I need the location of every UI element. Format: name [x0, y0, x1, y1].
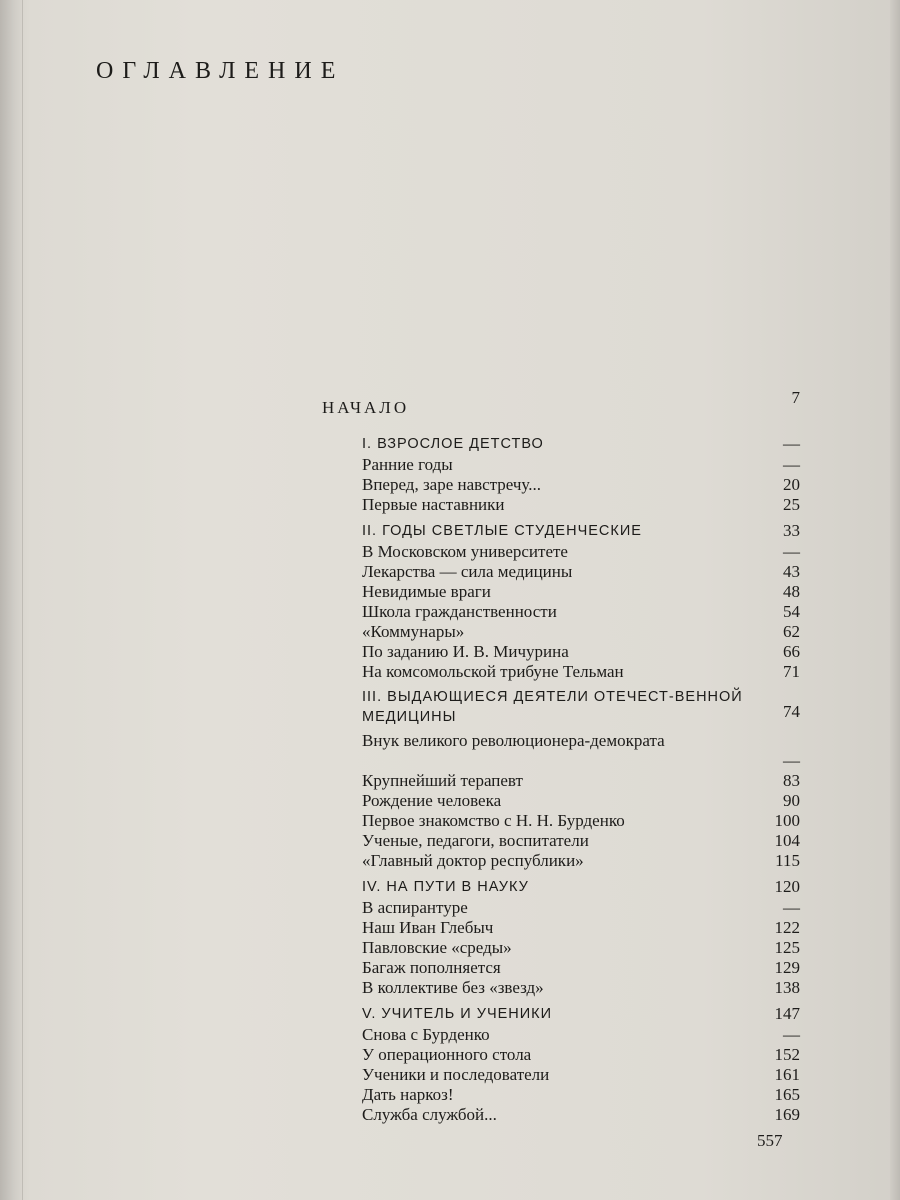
toc-item-row: [320, 938, 800, 958]
toc-entry-title: Рождение человека: [362, 791, 502, 810]
toc-chapter-row: [320, 876, 800, 898]
toc-entry-title: По заданию И. В. Мичурина: [362, 642, 569, 661]
toc-entry-page: —: [783, 542, 800, 561]
toc-entry-page: 147: [774, 1004, 800, 1023]
toc-item-row: [320, 562, 800, 582]
toc-entry-page: 138: [774, 978, 800, 997]
toc-entry-page: 120: [774, 877, 800, 896]
toc-entry-title: Багаж пополняется: [362, 958, 501, 977]
toc-item-row: [320, 455, 800, 475]
toc-entry-page: 169: [774, 1105, 800, 1124]
toc-entry-page: —: [783, 1025, 800, 1044]
toc-entry-page: 33: [783, 521, 800, 540]
toc-entry-title: Ученые, педагоги, воспитатели: [362, 831, 589, 850]
toc-chapter-row: [320, 520, 800, 542]
toc-chapter-row: [320, 1003, 800, 1025]
toc-entry-page: 115: [775, 851, 800, 870]
toc-entry-page: 25: [783, 495, 800, 514]
toc-chapter-row: [320, 433, 800, 455]
toc-entry-title: В коллективе без «звезд»: [362, 978, 544, 997]
toc-item-row: [320, 791, 800, 811]
toc-entry-title: Ранние годы: [362, 455, 453, 474]
toc-item-row: [320, 602, 800, 622]
toc-entry-page: 66: [783, 642, 800, 661]
toc-item-row: [320, 642, 800, 662]
toc-entry-title: I. ВЗРОСЛОЕ ДЕТСТВО: [362, 436, 544, 452]
table-of-contents: [320, 388, 800, 1125]
toc-entry-page: 43: [783, 562, 800, 581]
toc-item-row: [320, 918, 800, 938]
toc-item-row: [320, 622, 800, 642]
toc-entry-title: Вперед, заре навстречу...: [362, 475, 541, 494]
toc-entry-page: 83: [783, 771, 800, 790]
toc-entry-page: 125: [774, 938, 800, 957]
toc-entry-page: —: [783, 751, 800, 770]
toc-entry-title: В аспирантуре: [362, 898, 468, 917]
toc-entry-page: 7: [791, 388, 800, 407]
toc-item-row: [320, 811, 800, 831]
toc-entry-title: На комсомольской трибуне Тельман: [362, 662, 624, 681]
page-number: 557: [757, 1131, 783, 1150]
toc-entry-title: IV. НА ПУТИ В НАУКУ: [362, 879, 529, 895]
toc-item-row: [320, 1085, 800, 1105]
toc-entry-page: 104: [774, 831, 800, 850]
toc-entry-page: 165: [774, 1085, 800, 1104]
toc-item-row: [320, 582, 800, 602]
toc-entry-title: Павловские «среды»: [362, 938, 512, 957]
toc-item-row: [320, 978, 800, 998]
toc-item-row: [320, 958, 800, 978]
toc-entry-page: 48: [783, 582, 800, 601]
toc-entry-page: —: [783, 455, 800, 474]
toc-entry-title: У операционного стола: [362, 1045, 532, 1064]
toc-entry-title: III. ВЫДАЮЩИЕСЯ ДЕЯТЕЛИ ОТЕЧЕСТ-ВЕННОЙ МЕДИЦИНЫ: [362, 689, 743, 725]
toc-entry-title: V. УЧИТЕЛЬ И УЧЕНИКИ: [362, 1006, 553, 1022]
toc-entry-title: II. ГОДЫ СВЕТЛЫЕ СТУДЕНЧЕСКИЕ: [362, 523, 642, 539]
toc-item-row: [320, 851, 800, 871]
toc-entry-page: —: [783, 434, 800, 453]
toc-entry-title: Служба службой...: [362, 1105, 497, 1124]
toc-item-row: [320, 1025, 800, 1045]
toc-chapter-row: [320, 687, 800, 731]
toc-entry-title: Невидимые враги: [362, 582, 491, 601]
toc-entry-title: Первые наставники: [362, 495, 505, 514]
toc-item-row: [320, 475, 800, 495]
toc-item-row: [320, 898, 800, 918]
toc-entry-page: 90: [783, 791, 800, 810]
toc-entry-page: 152: [774, 1045, 800, 1064]
toc-item-row: [320, 1065, 800, 1085]
toc-entry-title: Наш Иван Глебыч: [362, 918, 494, 937]
page-right-edge: [890, 0, 900, 1200]
toc-entry-title: Ученики и последователи: [362, 1065, 550, 1084]
toc-item-row: [320, 1105, 800, 1125]
toc-entry-page: 71: [783, 662, 800, 681]
toc-entry-page: —: [783, 898, 800, 917]
toc-entry-title: НАЧАЛО: [322, 398, 410, 417]
toc-entry-title: Первое знакомство с Н. Н. Бурденко: [362, 811, 625, 830]
toc-item-row: [320, 831, 800, 851]
toc-entry-page: 74: [783, 702, 800, 721]
toc-entry-title: Школа гражданственности: [362, 602, 557, 621]
toc-entry-title: Дать наркоз!: [362, 1085, 454, 1104]
toc-chapter-row: [320, 388, 800, 428]
toc-item-row: [320, 662, 800, 682]
toc-entry-page: 100: [774, 811, 800, 830]
toc-entry-page: 161: [774, 1065, 800, 1084]
toc-item-row: [320, 495, 800, 515]
page-title: ОГЛАВЛЕНИЕ: [96, 58, 345, 84]
toc-entry-title: Снова с Бурденко: [362, 1025, 490, 1044]
toc-entry-title: Лекарства — сила медицины: [362, 562, 573, 581]
toc-entry-page: 129: [774, 958, 800, 977]
toc-entry-title: Внук великого революционера-демократа: [362, 731, 665, 750]
toc-entry-page: 20: [783, 475, 800, 494]
toc-item-row: [320, 542, 800, 562]
toc-entry-title: Крупнейший терапевт: [362, 771, 523, 790]
page-binding-edge: [0, 0, 23, 1200]
toc-entry-title: «Коммунары»: [362, 622, 465, 641]
toc-item-row: [320, 1045, 800, 1065]
toc-entry-page: 62: [783, 622, 800, 641]
toc-entry-page: 122: [774, 918, 800, 937]
toc-entry-title: «Главный доктор республики»: [362, 851, 584, 870]
toc-item-row: [320, 771, 800, 791]
toc-item-row: [320, 731, 800, 771]
toc-entry-title: В Московском университете: [362, 542, 568, 561]
toc-entry-page: 54: [783, 602, 800, 621]
